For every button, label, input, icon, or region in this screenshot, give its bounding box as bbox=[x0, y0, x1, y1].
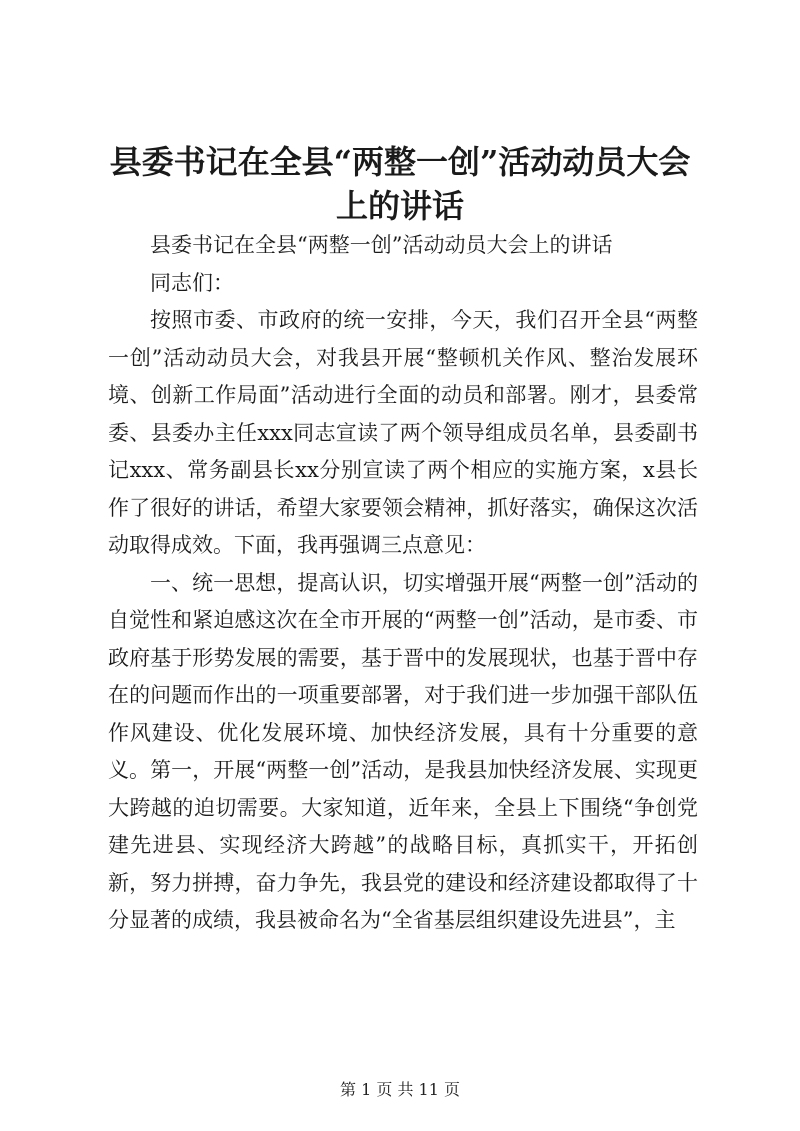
body-paragraph: 按照市委、市政府的统一安排，今天，我们召开全县“两整一创”活动动员大会，对我县开展“整顿机关作风、整治发展环境、创新工作局面”活动进行全面的动员和部署。刚才，县委常委、县委办主任xxx同志宣读了两个领导组成员名单，县委副书记xxx、常务副县长xx分别宣读了两个相应的实施方案，x县长作了很好的讲话，希望大家要领会精神，抓好落实，确保这次活动取得成效。下面，我再强调三点意见： bbox=[108, 308, 698, 557]
body-paragraph: 一、统一思想，提高认识，切实增强开展“两整一创”活动的自觉性和紧迫感这次在全市开展的“两整一创”活动，是市委、市政府基于形势发展的需要，基于晋中的发展现状，也基于晋中存在的问题而作出的一项重要部署，对于我们进一步加强干部队伍作风建设、优化发展环境、加快经济发展，具有十分重要的意义。第一，开展“两整一创”活动，是我县加快经济发展、实现更大跨越的迫切需要。大家知道，近年来，全县上下围绕“争创党建先进县、实现经济大跨越”的战略目标，真抓实干，开拓创新，努力拼搏，奋力争先，我县党的建设和经济建设都取得了十分显著的成绩，我县被命名为“全省基层组织建设先进县”，主 bbox=[108, 570, 698, 932]
salutation-paragraph: 同志们： bbox=[150, 270, 234, 295]
subtitle-paragraph: 县委书记在全县“两整一创”活动动员大会上的讲话 bbox=[150, 233, 613, 257]
document-body bbox=[108, 227, 698, 940]
page-number-footer: 第 1 页 共 11 页 bbox=[340, 1080, 460, 1099]
document-title: 县委书记在全县“两整一创”活动动员大会上的讲话 bbox=[109, 143, 691, 225]
